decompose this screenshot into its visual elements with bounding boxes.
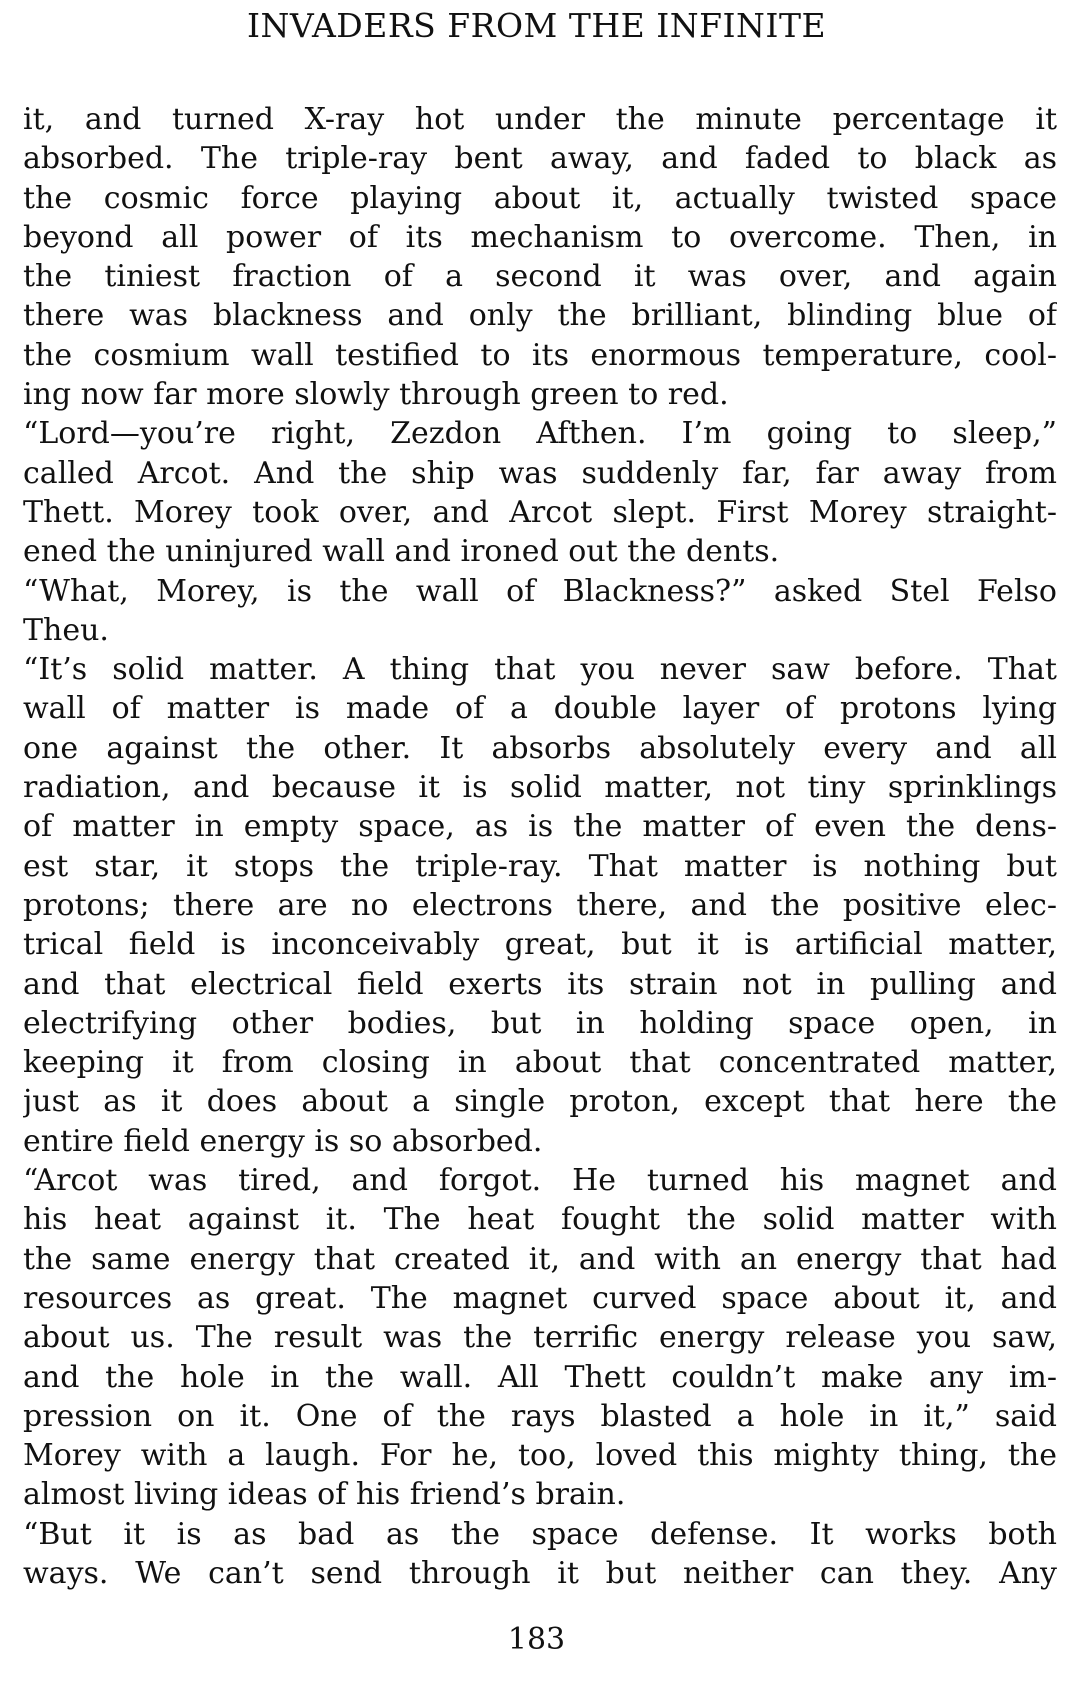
text-line: his heat against it. The heat fought the solid matter with	[23, 1202, 1057, 1238]
text-line: beyond all power of its mechanism to overcome. Then, in	[23, 219, 1057, 255]
text-line: there was blackness and only the brilliant, blinding blue of	[23, 298, 1057, 334]
text-line: trical field is inconceivably great, but it is artificial matter,	[23, 927, 1057, 963]
text-line: keeping it from closing in about that concentrated matter,	[23, 1045, 1057, 1081]
text-line: “What, Morey, is the wall of Blackness?” asked Stel Felso	[23, 573, 1057, 609]
text-line: the same energy that created it, and with an energy that had	[23, 1241, 1057, 1277]
text-line: protons; there are no electrons there, and the positive elec-	[23, 887, 1057, 923]
text-line: the cosmic force playing about it, actually twisted space	[23, 180, 1057, 216]
text-line: est star, it stops the triple-ray. That matter is nothing but	[23, 848, 1057, 884]
text-line: it, and turned X-ray hot under the minute percentage it	[23, 102, 1057, 137]
text-line: “Lord—you’re right, Zezdon Afthen. I’m going to sleep,”	[23, 416, 1057, 452]
text-line: ways. We can’t send through it but neither can they. Any	[23, 1555, 1057, 1591]
text-line: pression on it. One of the rays blasted a hole in it,” said	[23, 1398, 1057, 1434]
text-line: about us. The result was the terrific energy release you saw,	[23, 1320, 1057, 1356]
text-line: the tiniest fraction of a second it was over, and again	[23, 259, 1057, 295]
text-line: called Arcot. And the ship was suddenly far, far away from	[23, 455, 1057, 491]
text-line: almost living ideas of his friend’s brain.	[23, 1477, 626, 1513]
text-line: “But it is as bad as the space defense. It works both	[23, 1516, 1057, 1552]
text-line: resources as great. The magnet curved space about it, and	[23, 1280, 1057, 1316]
text-line: wall of matter is made of a double layer of protons lying	[23, 691, 1057, 727]
body-text	[23, 100, 1057, 1593]
text-line: absorbed. The triple-ray bent away, and faded to black as	[23, 141, 1057, 177]
text-line: just as it does about a single proton, except that here the	[23, 1084, 1057, 1120]
text-line: radiation, and because it is solid matter, not tiny sprinklings	[23, 770, 1057, 806]
text-line: ened the uninjured wall and ironed out the dents.	[23, 534, 780, 570]
text-line: Morey with a laugh. For he, too, loved this mighty thing, the	[23, 1438, 1057, 1474]
text-line: ing now far more slowly through green to red.	[23, 377, 729, 413]
text-line: one against the other. It absorbs absolutely every and all	[23, 730, 1057, 766]
running-title: INVADERS FROM THE INFINITE	[246, 6, 827, 45]
text-line: “It’s solid matter. A thing that you never saw before. That	[23, 652, 1057, 688]
text-line: and that electrical field exerts its strain not in pulling and	[23, 966, 1057, 1002]
text-line: entire field energy is so absorbed.	[23, 1123, 543, 1159]
text-line: of matter in empty space, as is the matter of even the dens-	[23, 809, 1057, 845]
text-line: electrifying other bodies, but in holding space open, in	[23, 1005, 1057, 1041]
text-line: “Arcot was tired, and forgot. He turned his magnet and	[23, 1163, 1057, 1199]
text-line: the cosmium wall testified to its enormous temperature, cool-	[23, 337, 1057, 373]
text-line: Thett. Morey took over, and Arcot slept. First Morey straight-	[23, 494, 1057, 530]
text-line: Theu.	[23, 612, 109, 648]
page-number: 183	[507, 1622, 566, 1657]
text-line: and the hole in the wall. All Thett couldn’t make any im-	[23, 1359, 1057, 1395]
